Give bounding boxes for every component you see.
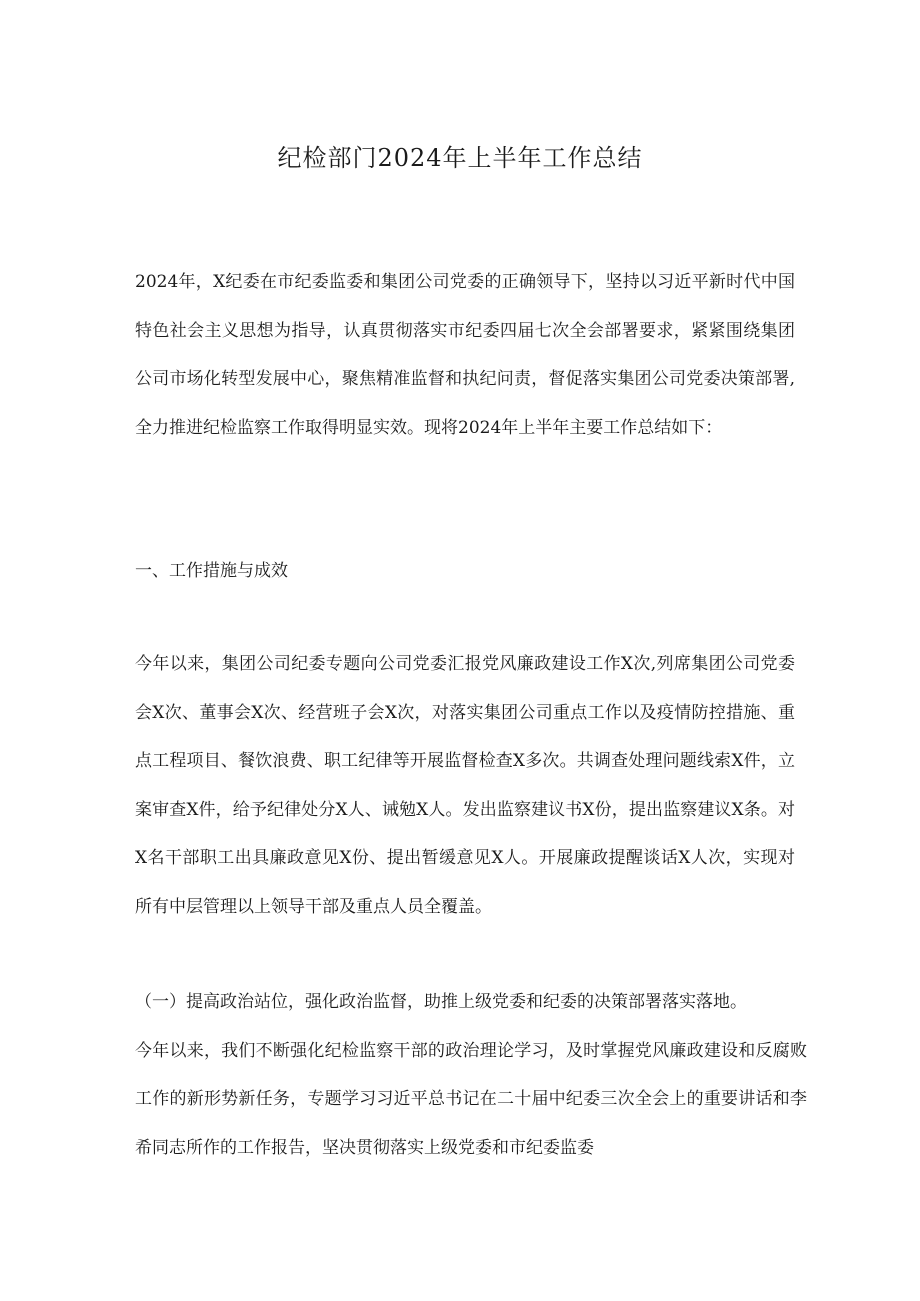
subsection-body-paragraph: 今年以来，我们不断强化纪检监察干部的政治理论学习，及时掌握党风廉政建设和反腐败工作的新形势新任务，专题学习习近平总书记在二十届中纪委三次全会上的重要讲话和李希同志所作的工作报告，坚决贯彻落实上级党委和市纪委监委 (135, 1040, 807, 1158)
subsection-block (135, 978, 807, 1172)
subsection-heading: （一）提高政治站位，强化政治监督，助推上级党委和纪委的决策部署落实落地。 (135, 992, 747, 1012)
document-title: 纪检部门2024年上半年工作总结 (277, 144, 643, 172)
intro-paragraph: 2024年，X纪委在市纪委监委和集团公司党委的正确领导下，坚持以习近平新时代中国特色社会主义思想为指导，认真贯彻落实市纪委四届七次全会部署要求，紧紧围绕集团公司市场化转型发展中心，聚焦精准监督和执纪问责，督促落实集团公司党委决策部署,全力推进纪检监察工作取得明显实效。现将2024年上半年主要工作总结如下： (135, 272, 795, 438)
section-body-paragraph: 今年以来，集团公司纪委专题向公司党委汇报党风廉政建设工作X次,列席集团公司党委会X次、董事会X次、经营班子会X次，对落实集团公司重点工作以及疫情防控措施、重点工程项目、餐饮浪费、职工纪律等开展监督检查X多次。共调查处理问题线索X件，立案审查X件，给予纪律处分X人、诫勉X人。发出监察建议书X份，提出监察建议X条。对X名干部职工出具廉政意见X份、提出暂缓意见X人。开展廉政提醒谈话X人次，实现对所有中层管理以上领导干部及重点人员全覆盖。 (135, 654, 795, 917)
section-heading: 一、工作措施与成效 (135, 561, 288, 581)
